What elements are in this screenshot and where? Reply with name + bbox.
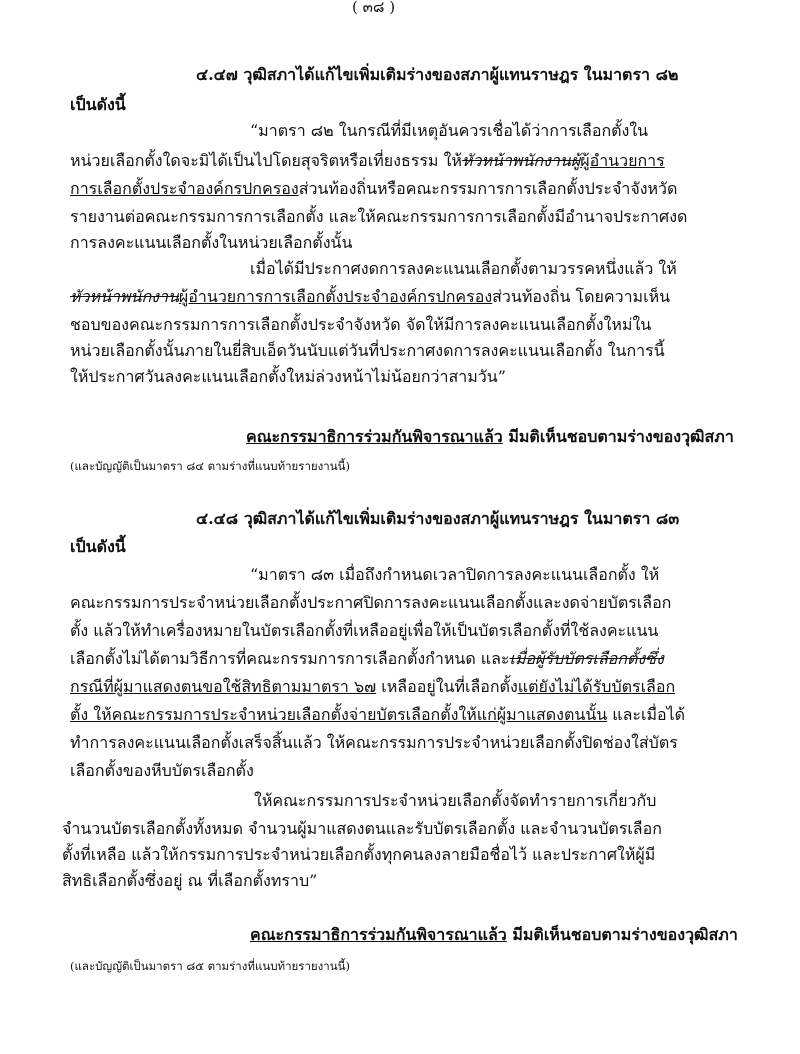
text-run: และเมื่อได้ bbox=[607, 705, 686, 724]
committee-resolution bbox=[246, 426, 734, 448]
paragraph-line: ให้คณะกรรมการประจำหน่วยเลือกตั้งจัดทำรายการเกี่ยวกับ bbox=[254, 791, 657, 810]
paragraph-line: การลงคะแนนเลือกตั้งในหน่วยเลือกตั้งนั้น bbox=[70, 233, 353, 252]
struck-text: หัวหน้าพนักงานผู้ bbox=[461, 151, 581, 170]
paragraph-line: ทำการลงคะแนนเลือกตั้งเสร็จสิ้นแล้ว ให้คณะกรรมการประจำหน่วยเลือกตั้งปิดช่องใส่บัตร bbox=[70, 733, 678, 752]
text-run: เลือกตั้งไม่ได้ตามวิธีการที่คณะกรรมการการเลือกตั้งกำหนด และ bbox=[70, 649, 510, 668]
inserted-text: ตั้ง ให้คณะกรรมการประจำหน่วยเลือกตั้งจ่ายบัตรเลือกตั้งให้แก่ผู้มาแสดงตนนั้น bbox=[70, 705, 608, 724]
paragraph-line: สิทธิเลือกตั้งซึ่งอยู่ ณ ที่เลือกตั้งทราบ” bbox=[62, 871, 318, 890]
committee-resolution bbox=[250, 924, 738, 946]
paragraph-line: คณะกรรมการประจำหน่วยเลือกตั้งประกาศปิดการลงคะแนนเลือกตั้งและงดจ่ายบัตรเลือก bbox=[70, 593, 672, 612]
text-run: หน่วยเลือกตั้งใดจะมิได้เป็นไปโดยสุจริตหรือเที่ยงธรรม ให้ bbox=[70, 151, 462, 170]
page-number: ( ๓๘ ) bbox=[352, 0, 396, 16]
paragraph-line: รายงานต่อคณะกรรมการการเลือกตั้ง และให้คณะกรรมการการเลือกตั้งมีอำนาจประกาศงด bbox=[70, 207, 688, 226]
struck-text: เมื่อผู้รับบัตรเลือกตั้งซึ่ง bbox=[509, 649, 664, 668]
committee-decision: มีมติเห็นชอบตามร่างของวุฒิสภา bbox=[502, 427, 734, 446]
inserted-text: การเลือกตั้งประจำองค์กรปกครอง bbox=[70, 179, 299, 198]
inserted-text: แต่ยังไม่ได้รับบัตรเลือก bbox=[517, 677, 676, 696]
section-447-heading: ๔.๔๗ วุฒิสภาได้แก้ไขเพิ่มเติมร่างของสภาผู้แทนราษฎร ในมาตรา ๘๒ bbox=[196, 65, 679, 84]
section-448-heading: ๔.๔๘ วุฒิสภาได้แก้ไขเพิ่มเติมร่างของสภาผู้แทนราษฎร ในมาตรา ๘๓ bbox=[196, 509, 680, 528]
inserted-text: ผู้อำนวยการการเลือกตั้งประจำองค์กรปกครอง bbox=[178, 287, 493, 306]
paragraph-line bbox=[70, 648, 664, 670]
text-run: ส่วนท้องถิ่น โดยความเห็น bbox=[492, 287, 671, 306]
paragraph-line: เมื่อได้มีประกาศงดการลงคะแนนเลือกตั้งตามวรรคหนึ่งแล้ว ให้ bbox=[250, 259, 677, 278]
paragraph-line: “มาตรา ๘๒ ในกรณีที่มีเหตุอันควรเชื่อได้ว่าการเลือกตั้งใน bbox=[250, 121, 649, 140]
committee-label: คณะกรรมาธิการร่วมกันพิจารณาแล้ว bbox=[250, 925, 507, 944]
paragraph-line bbox=[70, 178, 677, 200]
section-448-heading-cont: เป็นดังนี้ bbox=[70, 537, 126, 556]
paragraph-line bbox=[70, 150, 665, 172]
paragraph-line: จำนวนบัตรเลือกตั้งทั้งหมด จำนวนผู้มาแสดงตนและรับบัตรเลือกตั้ง และจำนวนบัตรเลือก bbox=[62, 819, 662, 838]
inserted-text: กรณีที่ผู้มาแสดงตนขอใช้สิทธิตามมาตรา ๖๗ bbox=[70, 677, 377, 696]
enactment-note: (และบัญญัติเป็นมาตรา ๘๕ ตามร่างที่แนบท้ายรายงานนี้) bbox=[70, 959, 350, 973]
paragraph-line: ชอบของคณะกรรมการการเลือกตั้งประจำจังหวัด จัดให้มีการลงคะแนนเลือกตั้งใหม่ใน bbox=[70, 315, 652, 334]
paragraph-line: เลือกตั้งของหีบบัตรเลือกตั้ง bbox=[70, 761, 254, 780]
inserted-text: ผู้อำนวยการ bbox=[580, 151, 665, 170]
committee-decision: มีมติเห็นชอบตามร่างของวุฒิสภา bbox=[506, 925, 738, 944]
paragraph-line: ให้ประกาศวันลงคะแนนเลือกตั้งใหม่ล่วงหน้าไม่น้อยกว่าสามวัน” bbox=[70, 367, 506, 386]
paragraph-line: ตั้ง แล้วให้ทำเครื่องหมายในบัตรเลือกตั้งที่เหลืออยู่เพื่อให้เป็นบัตรเลือกตั้งที่ใช้ลงคะแนน bbox=[70, 621, 659, 640]
section-447-heading-cont: เป็นดังนี้ bbox=[70, 95, 126, 114]
paragraph-line bbox=[70, 286, 670, 308]
paragraph-line: หน่วยเลือกตั้งนั้นภายในยี่สิบเอ็ดวันนับแต่วันที่ประกาศงดการลงคะแนนเลือกตั้ง ในการนี้ bbox=[70, 341, 665, 360]
paragraph-line bbox=[70, 704, 685, 726]
paragraph-line bbox=[70, 676, 675, 698]
paragraph-line: “มาตรา ๘๓ เมื่อถึงกำหนดเวลาปิดการลงคะแนนเลือกตั้ง ให้ bbox=[250, 565, 660, 584]
text-run: เหลืออยู่ในที่เลือกตั้ง bbox=[376, 677, 518, 696]
struck-text: หัวหน้าพนักงาน bbox=[70, 287, 179, 306]
enactment-note: (และบัญญัติเป็นมาตรา ๘๔ ตามร่างที่แนบท้ายรายงานนี้) bbox=[70, 459, 350, 473]
text-run: ส่วนท้องถิ่นหรือคณะกรรมการการเลือกตั้งประจำจังหวัด bbox=[298, 179, 678, 198]
committee-label: คณะกรรมาธิการร่วมกันพิจารณาแล้ว bbox=[246, 427, 503, 446]
paragraph-line: ตั้งที่เหลือ แล้วให้กรรมการประจำหน่วยเลือกตั้งทุกคนลงลายมือชื่อไว้ และประกาศให้ผู้มี bbox=[62, 845, 656, 864]
